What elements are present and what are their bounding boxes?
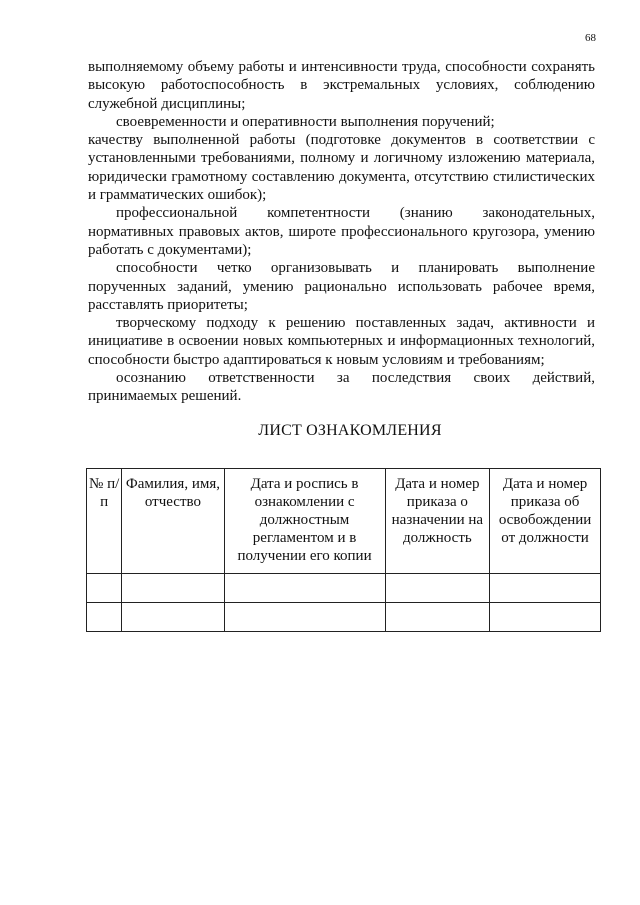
table-cell: [385, 603, 490, 632]
paragraph-competence: профессиональной компетентности (знанию законодательных, нормативных правовых актов, широте профессионального кругозора, умению работать с документами);: [88, 205, 595, 258]
paragraph-workload: выполняемому объему работы и интенсивности труда, способности сохранять высокую работоспособность в экстремальных условиях, соблюдению служебной дисциплины;: [88, 59, 595, 112]
paragraph-organization: способности четко организовывать и планировать выполнение порученных заданий, умению рационально использовать рабочее время, расставлять приоритеты;: [88, 260, 595, 313]
table-cell: [490, 574, 601, 603]
table-header-row: [87, 469, 601, 574]
column-header-date-signature: Дата и роспись в ознакомлении с должностным регламентом и в получении его копии: [224, 469, 385, 574]
table-row: [87, 603, 601, 632]
table-cell: [87, 603, 122, 632]
page-number: 68: [585, 32, 596, 44]
column-header-full-name: Фамилия, имя, отчество: [122, 469, 224, 574]
column-header-appointment-order: Дата и номер приказа о назначении на должность: [385, 469, 490, 574]
column-header-dismissal-order: Дата и номер приказа об освобождении от должности: [490, 469, 601, 574]
table-cell: [122, 574, 224, 603]
table-cell: [224, 574, 385, 603]
paragraph-timeliness: своевременности и оперативности выполнения поручений;: [116, 113, 495, 130]
acknowledgment-table: [86, 468, 601, 632]
table-cell: [122, 603, 224, 632]
column-header-number: № п/п: [87, 469, 122, 574]
table-cell: [385, 574, 490, 603]
paragraph-work-quality: качеству выполненной работы (подготовке документов в соответствии с установленными требованиями, полному и логичному изложению материала, юридически грамотному составлению документа, отсутствию стилистических и грамматических ошибок);: [88, 132, 595, 204]
evaluation-criteria-text: [88, 58, 595, 406]
paragraph-creativity: творческому подходу к решению поставленных задач, активности и инициативе в освоении новых компьютерных и информационных технологий, способности быстро адаптироваться к новым условиям и требованиям;: [88, 315, 595, 368]
table-cell: [87, 574, 122, 603]
table-cell: [224, 603, 385, 632]
table-cell: [490, 603, 601, 632]
table-row: [87, 574, 601, 603]
paragraph-responsibility: осознанию ответственности за последствия своих действий, принимаемых решений.: [88, 370, 595, 405]
acknowledgment-sheet-title: ЛИСТ ОЗНАКОМЛЕНИЯ: [258, 422, 442, 439]
